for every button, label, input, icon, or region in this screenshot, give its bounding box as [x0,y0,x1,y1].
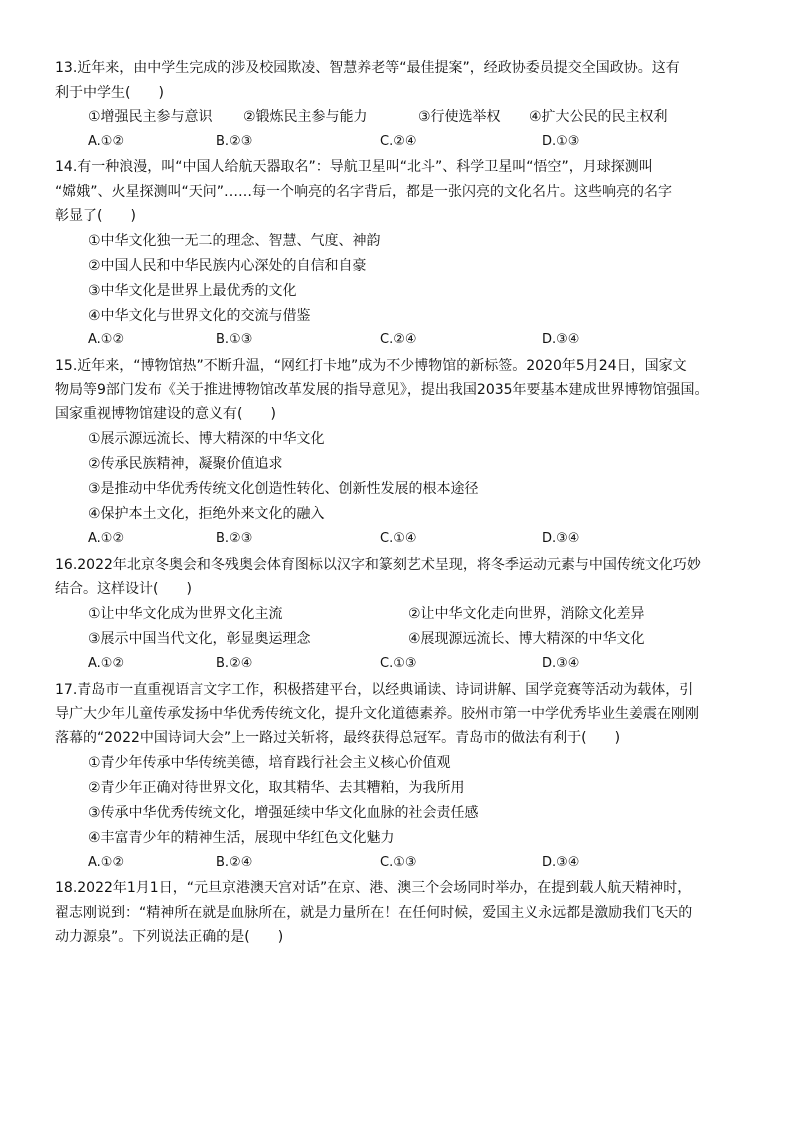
question-13-stem-line-2: 利于中学生( ) [55,85,164,101]
question-14-statement-1: ①中华文化独一无二的理念、智慧、气度、神韵 [88,233,381,249]
question-16-stem-line-1: 16.2022年北京冬奥会和冬残奥会体育图标以汉字和篆刻艺术呈现，将冬季运动元素与中国传统文化巧妙 [55,557,701,573]
question-17-statement-2: ②青少年正确对待世界文化，取其精华、去其糟粕，为我所用 [88,780,465,796]
question-15-statement-4: ④保护本土文化，拒绝外来文化的融入 [88,506,325,522]
question-15-stem-line-3: 国家重视博物馆建设的意义有( ) [55,406,276,422]
question-16-option-b: B.②④ [216,656,253,671]
question-17-stem-line-2: 导广大少年儿童传承发扬中华优秀传统文化，提升文化道德素养。胶州市第一中学优秀毕业生姜震在刚刚 [55,706,699,722]
question-18-stem-line-3: 动力源泉”。下列说法正确的是( ) [55,929,284,945]
question-18-stem-line-1: 18.2022年1月1日，“元旦京港澳天宫对话”在京、港、澳三个会场同时举办，在提到载人航天精神时， [55,880,692,896]
question-15-option-a: A.①② [88,531,125,546]
question-16-statement-2: ②让中华文化走向世界，消除文化差异 [408,606,645,622]
question-14-stem-line-3: 彰显了( ) [55,208,136,224]
question-16-option-a: A.①② [88,656,125,671]
question-13-option-a: A.①② [88,134,125,149]
question-17-option-b: B.②④ [216,855,253,870]
question-14-stem-line-2: “嫦娥”、火星探测叫“天问”……每一个响亮的名字背后，都是一张闪亮的文化名片。这些响亮的名字 [55,184,673,200]
question-15-option-c: C.①④ [380,531,417,546]
question-14-option-b: B.①③ [216,332,253,347]
question-13-statement-1: ①增强民主参与意识 [88,109,213,125]
question-17-option-c: C.①③ [380,855,417,870]
question-13-stem-line-1: 13.近年来，由中学生完成的涉及校园欺凌、智慧养老等“最佳提案”，经政协委员提交全国政协。这有 [55,60,680,76]
question-14-option-d: D.③④ [542,332,580,347]
question-17-stem-line-3: 落幕的“2022中国诗词大会”上一路过关斩将，最终获得总冠军。青岛市的做法有利于( ) [55,730,621,746]
question-16-statement-3: ③展示中国当代文化，彰显奥运理念 [88,631,311,647]
question-16-statement-4: ④展现源远流长、博大精深的中华文化 [408,631,645,647]
question-14-statement-2: ②中国人民和中华民族内心深处的自信和自豪 [88,258,367,274]
question-14-option-c: C.②④ [380,332,417,347]
question-17-statement-4: ④丰富青少年的精神生活，展现中华红色文化魅力 [88,830,395,846]
question-15-stem-line-2: 物局等9部门发布《关于推进博物馆改革发展的指导意见》，提出我国2035年要基本建成世界博物馆强国。 [55,382,709,398]
question-13-option-b: B.②③ [216,134,253,149]
question-17-option-a: A.①② [88,855,125,870]
question-15-statement-3: ③是推动中华优秀传统文化创造性转化、创新性发展的根本途径 [88,481,479,497]
question-14-statement-3: ③中华文化是世界上最优秀的文化 [88,283,297,299]
question-15-statement-2: ②传承民族精神，凝聚价值追求 [88,456,283,472]
question-18-stem-line-2: 翟志刚说到：“精神所在就是血脉所在，就是力量所在！在任何时候，爱国主义永远都是激励我们飞天的 [55,905,693,921]
question-16-option-c: C.①③ [380,656,417,671]
question-13-option-c: C.②④ [380,134,417,149]
question-13-option-d: D.①③ [542,134,580,149]
question-15-stem-line-1: 15.近年来，“博物馆热”不断升温，“网红打卡地”成为不少博物馆的新标签。2020年5月24日，国家文 [55,358,687,374]
question-17-stem-line-1: 17.青岛市一直重视语言文字工作，积极搭建平台，以经典诵读、诗词讲解、国学竞赛等活动为载体，引 [55,682,694,698]
question-14-stem-line-1: 14.有一种浪漫，叫“中国人给航天器取名”：导航卫星叫“北斗”、科学卫星叫“悟空”，月球探测叫 [55,159,653,175]
question-13-statement-3: ③行使选举权 [418,109,501,125]
question-17-statement-3: ③传承中华优秀传统文化，增强延续中华文化血脉的社会责任感 [88,805,479,821]
question-13-statement-4: ④扩大公民的民主权利 [529,109,668,125]
question-14-option-a: A.①② [88,332,125,347]
question-16-option-d: D.③④ [542,656,580,671]
question-15-option-b: B.②③ [216,531,253,546]
question-17-option-d: D.③④ [542,855,580,870]
question-14-statement-4: ④中华文化与世界文化的交流与借鉴 [88,308,311,324]
question-16-stem-line-2: 结合。这样设计( ) [55,581,192,597]
question-15-statement-1: ①展示源远流长、博大精深的中华文化 [88,431,325,447]
question-13-statement-2: ②锻炼民主参与能力 [243,109,368,125]
question-17-statement-1: ①青少年传承中华传统美德，培育践行社会主义核心价值观 [88,755,451,771]
question-15-option-d: D.③④ [542,531,580,546]
question-16-statement-1: ①让中华文化成为世界文化主流 [88,606,283,622]
